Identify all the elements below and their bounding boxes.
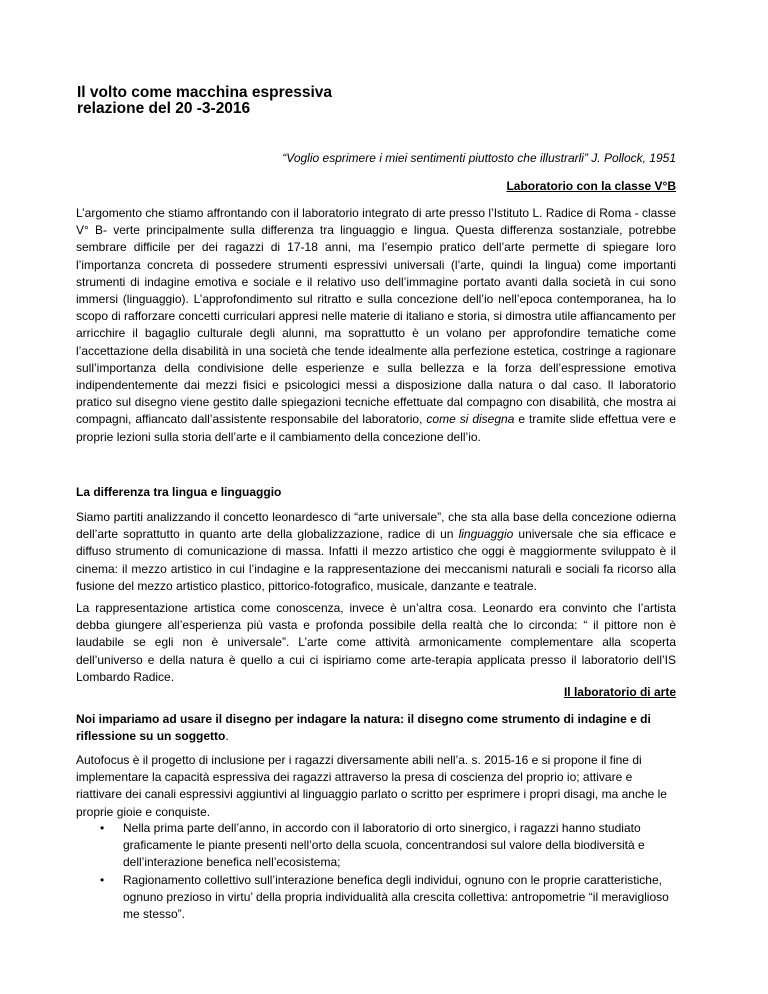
- paragraph-autofocus: Autofocus è il progetto di inclusione per i ragazzi diversamente abili nell’a. s. 2015-16 e si propone il fine di implementare la capacità espressiva dei ragazzi attraverso la presa di coscienza del proprio io; attivare e riattivare dei canali espressivi aggiuntivi al linguaggio parlato o scritto per esprimere i propri disagi, ma anche le proprie gioie e conquiste.: [76, 753, 667, 819]
- paragraph-arte-universale-text-a: Siamo partiti analizzando il concetto leonardesco di “arte universale”, che sta alla base della concezione odierna dell’arte soprattutto in quanto arte della globalizzazione, radice di un: [76, 510, 676, 542]
- bold-statement: [76, 711, 676, 745]
- paragraph-conoscenza: La rappresentazione artistica come conoscenza, invece è un’altra cosa. Leonardo era convinto che l’artista debba giungere all’esperienza più vasta e profonda possibile della realtà che lo circonda: “ il pittore non è laudabile se egli non è universale”. L’arte come attività armonicamente complementare alla scoperta dell’universo e della natura è quello a cui ci ispiriamo come arte-terapia applicata presso il laboratorio dell’IS Lombardo Radice.: [76, 601, 676, 684]
- paragraph-intro-text-b: e tramite slide effettua vere e proprie lezioni sulla storia dell’arte e il cambiamento della concezione dell’io.: [76, 412, 676, 444]
- bold-statement-text: Noi impariamo ad usare il disegno per indagare la natura: il disegno come strumento di indagine e di riflessione su un soggetto: [76, 712, 651, 744]
- paragraph-arte-universale: [76, 509, 676, 595]
- title-line-1: Il volto come macchina espressiva: [77, 84, 333, 101]
- paragraph-arte-universale-italic: linguaggio: [458, 527, 514, 542]
- paragraph-intro-text-a: L’argomento che stiamo affrontando con il laboratorio integrato di arte presso l’Istituto L. Radice di Roma - classe V° B- verte principalmente sulla differenza tra linguaggio e lingua. Questa differenza sostanziale, potrebbe sembrare difficile per dei ragazzi di 17-18 anni, ma l’esempio pratico dell’arte permette di spiegare loro l’importanza concreta di possedere strumenti espressivi universali (l’arte, quindi la lingua) come importanti strumenti di indagine emotiva e sociale e il relativo uso dell’immagine portato avanti dalla società in cui sono immersi (linguaggio). L’approfondimento sul ritratto e sulla concezione dell’io nell’epoca contemporanea, ha lo scopo di rafforzare concetti curriculari appresi nelle materie di italiano e storia, si dimostra utile affiancamento per arricchire il bagaglio culturale degli alunni, ma soprattutto è un volano per approfondire tematiche come l’accettazione della disabilità in una società che tende idealmente alla perfezione estetica, costringe a ragionare sull’importanza della condivisione delle esperienze e sulla bellezza e la forza dell’espressione emotiva indipendentemente dai mezzi fisici e psicologici messi a disposizione dalla natura o dal caso. Il laboratorio pratico sul disegno viene gestito dalle spiegazioni tecniche effettuate dal compagno con disabilità, che mostra ai compagni, affiancato dall’assistente responsabile del laboratorio,: [76, 206, 676, 427]
- document-title: [77, 85, 332, 117]
- bullet-list: [76, 820, 676, 923]
- section-heading-lab-arte: Il laboratorio di arte: [563, 685, 676, 699]
- list-item: [76, 872, 676, 924]
- list-item-text: Ragionamento collettivo sull’interazione benefica degli individui, ognuno con le proprie caratteristiche, ognuno prezioso in virtu’ della propria individualità alla crescita collettiva: antropometrie “il meraviglioso me stesso”.: [123, 872, 669, 922]
- heading-lingua-linguaggio: La differenza tra lingua e linguaggio: [76, 485, 282, 499]
- paragraph-intro: [76, 205, 676, 446]
- bullet-dot: •: [100, 872, 105, 887]
- list-item: [76, 820, 676, 872]
- epigraph-quote: “Voglio esprimere i miei sentimenti piuttosto che illustrarli” J. Pollock, 1951: [282, 151, 676, 165]
- list-item-text: Nella prima parte dell’anno, in accordo con il laboratorio di orto sinergico, i ragazzi hanno studiato graficamente le piante presenti nell’orto della scuola, concentrandosi sul valore della biodiversità e dell’interazione benefica nell’ecosistema;: [123, 821, 645, 870]
- bold-statement-end: .: [225, 729, 229, 744]
- bullet-dot: •: [100, 821, 105, 835]
- section-heading-lab-class: Laboratorio con la classe V°B: [506, 179, 676, 193]
- paragraph-arte-universale-text-b: universale che sia efficace e diffuso strumento di comunicazione di massa. Infatti il mezzo artistico che oggi è maggiormente sviluppato è il cinema: il mezzo artistico in cui l’indagine e la rappresentazione dei meccanismi naturali e sociali fa ricorso alla fusione del mezzo artistico plastico, pittorico-fotografico, musicale, danzante e teatrale.: [76, 527, 676, 593]
- paragraph-intro-italic: come si disegna: [426, 412, 515, 427]
- title-line-2: relazione del 20 -3-2016: [77, 100, 251, 117]
